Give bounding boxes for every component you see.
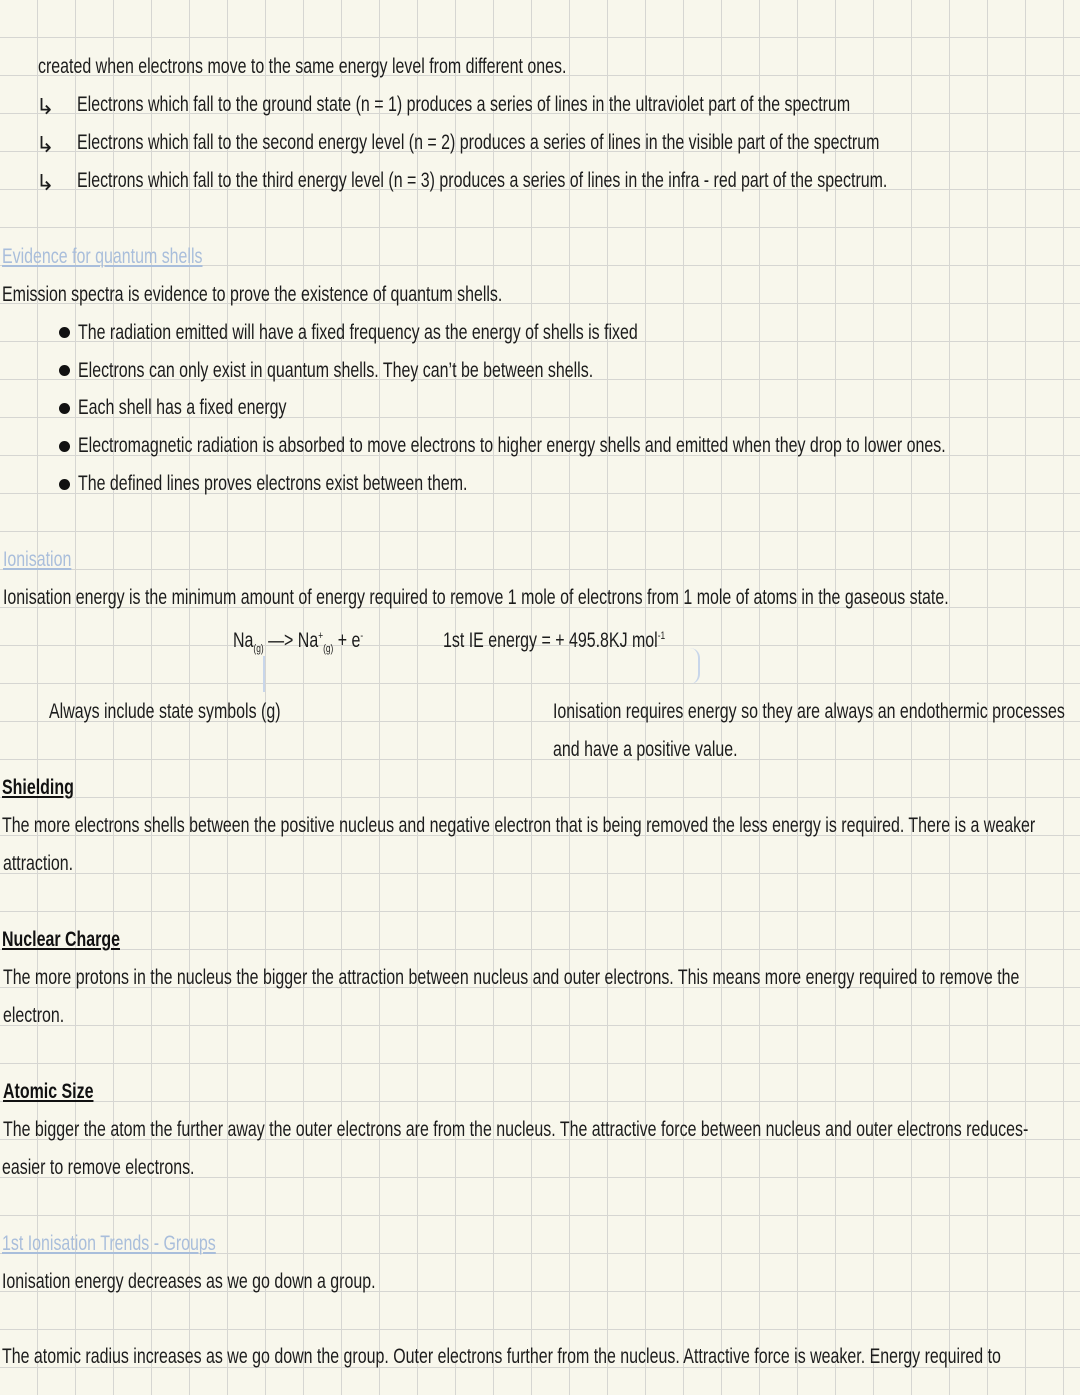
bullet-item: The defined lines proves electrons exist between them.	[78, 472, 468, 495]
bullet-icon	[59, 327, 70, 338]
bullet-icon	[59, 365, 70, 376]
pointer-arrow-icon	[263, 656, 265, 692]
arrow-icon: ↳	[36, 170, 55, 195]
ionisation-equation: $Na_{(g)}$ —> $Na^+_{(g)} + e^-$	[233, 629, 364, 656]
ionisation-definition: Ionisation energy is the minimum amount of energy required to remove 1 mole of electrons from 1 mole of atoms in the gaseous state.	[3, 586, 949, 609]
heading-ionisation-trends: 1st Ionisation Trends - Groups	[2, 1232, 216, 1255]
heading-atomic-size: Atomic Size	[3, 1080, 94, 1103]
heading-nuclear-charge: Nuclear Charge	[2, 928, 120, 951]
bullet-icon	[59, 403, 70, 414]
series-line: Electrons which fall to the third energy level (n = 3) produces a series of lines in the infra - red part of the spectrum.	[77, 169, 888, 192]
bullet-item: The radiation emitted will have a fixed frequency as the energy of shells is fixed	[78, 321, 638, 344]
heading-ionisation: Ionisation	[3, 548, 72, 571]
pointer-arrow-icon	[690, 648, 700, 684]
arrow-icon: ↳	[36, 94, 55, 119]
nuclear-text: electron.	[3, 1004, 65, 1027]
arrow-icon: ↳	[36, 132, 55, 157]
series-line: Electrons which fall to the ground state (n = 1) produces a series of lines in the ultraviolet part of the spectrum	[77, 93, 851, 116]
note-endothermic-2: and have a positive value.	[553, 738, 738, 761]
heading-shielding: Shielding	[2, 776, 74, 799]
bullet-item: Electrons can only exist in quantum shells. They can’t be between shells.	[78, 359, 594, 382]
note-endothermic: Ionisation requires energy so they are always an endothermic processes	[553, 700, 1065, 723]
atomic-text: easier to remove electrons.	[2, 1156, 195, 1179]
atomic-text: The bigger the atom the further away the outer electrons are from the nucleus. The attractive force between nucleus and outer electrons reduces-	[3, 1118, 1029, 1141]
bullet-item: Electromagnetic radiation is absorbed to move electrons to higher energy shells and emitted when they drop to lower ones.	[78, 434, 946, 457]
note-state-symbols: Always include state symbols (g)	[49, 700, 281, 723]
first-ie-value: 1st IE energy = + 495.8KJ mol$^{-1}$	[443, 629, 666, 652]
bullet-icon	[59, 441, 70, 452]
trends-text: The atomic radius increases as we go down the group. Outer electrons further from the nucleus. Attractive force is weaker. Energy required to	[2, 1345, 1001, 1368]
shielding-text: The more electrons shells between the positive nucleus and negative electron that is being removed the less energy is required. There is a weaker	[2, 814, 1036, 837]
bullet-item: Each shell has a fixed energy	[78, 396, 287, 419]
trends-text: Ionisation energy decreases as we go down a group.	[2, 1270, 376, 1293]
shielding-text: attraction.	[3, 852, 74, 875]
nuclear-text: The more protons in the nucleus the bigger the attraction between nucleus and outer electrons. This means more energy required to remove the	[3, 966, 1020, 989]
bullet-icon	[59, 479, 70, 490]
series-line: Electrons which fall to the second energy level (n = 2) produces a series of lines in the visible part of the spectrum	[77, 131, 880, 154]
heading-evidence: Evidence for quantum shells	[2, 245, 203, 268]
intro-text: created when electrons move to the same energy level from different ones.	[38, 55, 567, 78]
evidence-text: Emission spectra is evidence to prove the existence of quantum shells.	[2, 283, 503, 306]
